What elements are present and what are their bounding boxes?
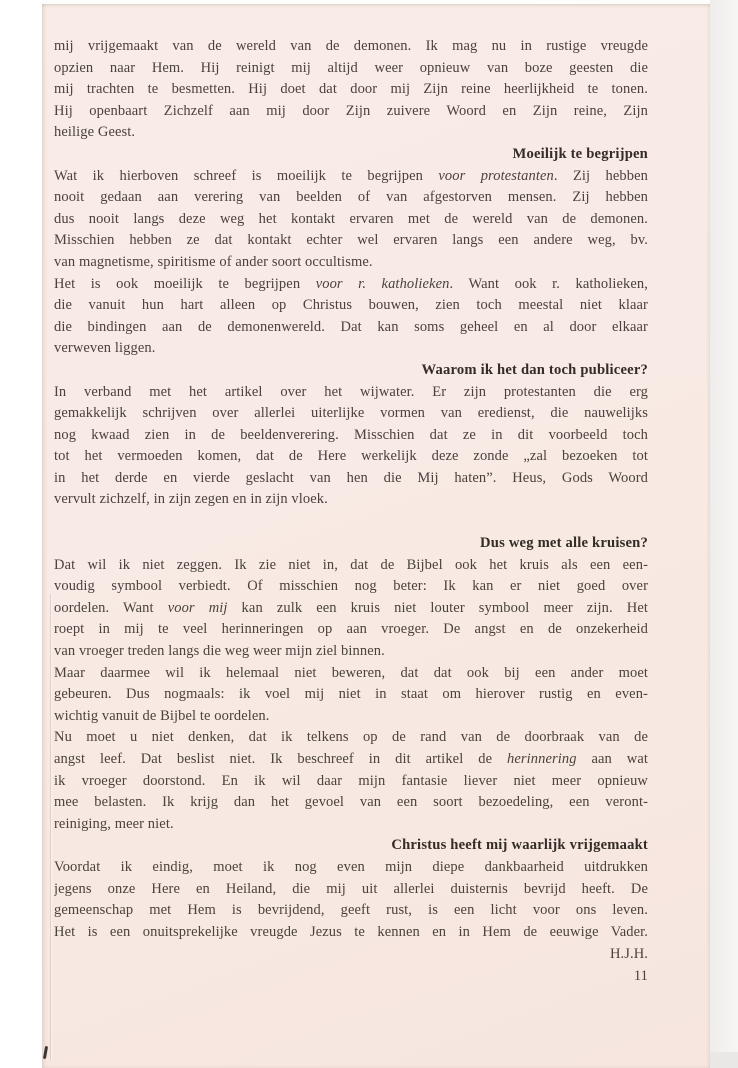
paragraph: [54, 857, 648, 943]
text-line: voudig symbool verbiedt. Of misschien nog beter: Ik kan er niet goed over: [54, 578, 648, 595]
text-line: tot het vermoeden komen, dat de Here werkelijk deze zonde „zal bezoeken tot: [54, 448, 648, 465]
text-line: Dat wil ik niet zeggen. Ik zie niet in, dat de Bijbel ook het kruis als een een-: [54, 556, 648, 573]
text-line: dus nooit langs deze weg het kontakt ervaren met de wereld van de demonen.: [54, 210, 648, 227]
paragraph: [54, 555, 648, 663]
text-line: Nu moet u niet denken, dat ik telkens op de rand van de doorbraak van de: [54, 729, 648, 746]
text-line: in het derde en vierde geslacht van hen die Mij haten”. Heus, Gods Woord: [54, 469, 648, 486]
text-line: Het is een onuitsprekelijke vreugde Jezus te kennen en in Hem de eeuwige Vader.: [54, 923, 648, 940]
text-line: heilige Geest.: [54, 124, 136, 141]
paragraph: [54, 727, 648, 835]
text-line: verweven liggen.: [54, 340, 156, 357]
text-line: ik vroeger doorstond. En ik wil daar mijn fantasie liever niet meer opnieuw: [54, 772, 648, 789]
scan-margin-right: [710, 0, 738, 1068]
text-line: Hij openbaart Zichzelf aan mij door Zijn zuivere Woord en Zijn reine, Zijn: [54, 102, 648, 119]
text-line: jegens onze Here en Heiland, die mij uit allerlei duisternis bevrijd heeft. De: [54, 880, 648, 897]
text-line: In verband met het artikel over het wijwater. Er zijn protestanten die erg: [54, 383, 648, 400]
page-number: 11: [633, 967, 648, 984]
page-content: [42, 4, 710, 988]
section-heading: Waarom ik het dan toch publiceer?: [421, 361, 648, 378]
section-heading: Christus heeft mij waarlijk vrijgemaakt: [391, 837, 648, 854]
text-line: opzien naar Hem. Hij reinigt mij altijd weer opnieuw van boze geesten die: [54, 59, 648, 76]
text-line: die bindingen aan de demonenwereld. Dat kan soms geheel en al door elkaar: [54, 318, 648, 335]
paragraph: [54, 274, 648, 360]
text-line: mee belasten. Ik krijg dan het gevoel van een soort bezoedeling, een veront-: [54, 794, 648, 811]
text-blocks: [54, 36, 648, 943]
text-line: mij trachten te besmetten. Hij doet dat door mij Zijn reine heerlijkheid te tonen.: [54, 81, 648, 98]
text-line: van magnetisme, spiritisme of ander soort occultisme.: [54, 253, 373, 270]
scanned-page: [42, 4, 710, 1068]
text-line: gebeuren. Dus nogmaals: ik voel mij niet in staat om hierover rustig en even-: [54, 686, 648, 703]
text-line: oordelen. Want voor mij kan zulk een kruis niet louter symbool meer zijn. Het: [54, 599, 648, 616]
text-line: wichtig vanuit de Bijbel te oordelen.: [54, 707, 270, 724]
text-line: nog kwaad zien in de beeldenverering. Misschien dat ze in dit voorbeeld toch: [54, 426, 648, 443]
scan-margin-left: [0, 0, 42, 1068]
text-line: reiniging, meer niet.: [54, 815, 174, 832]
text-line: Maar daarmee wil ik helemaal niet beweren, dat dat ook bij een ander moet: [54, 664, 648, 681]
text-line: mij vrijgemaakt van de wereld van de demonen. Ik mag nu in rustige vreugde: [54, 38, 648, 54]
text-line: Wat ik hierboven schreef is moeilijk te begrijpen voor protestanten. Zij hebben: [54, 167, 648, 184]
section-heading: Dus weg met alle kruisen?: [480, 535, 648, 552]
text-line: die vanuit hun hart alleen op Christus bouwen, zien toch meestal niet klaar: [54, 297, 648, 314]
text-line: angst leef. Dat beslist niet. Ik beschreef in dit artikel de herinnering aan wat: [54, 751, 648, 767]
text-line: Voordat ik eindig, moet ik nog even mijn diepe dankbaarheid uitdrukken: [54, 858, 648, 875]
text-line: vervult zichzelf, in zijn zegen en in zijn vloek.: [54, 491, 328, 508]
text-line: roept in mij te veel herinneringen op aan vroeger. De angst en de onzekerheid: [54, 621, 648, 638]
text-line: gemakkelijk schrijven over allerlei uiterlijke vormen van eredienst, die nauwelijks: [54, 405, 648, 422]
text-line: Misschien hebben ze dat kontakt echter wel ervaren langs een andere weg, bv.: [54, 232, 648, 249]
paragraph: [54, 382, 648, 512]
paragraph: [54, 36, 648, 144]
paragraph: [54, 663, 648, 728]
text-line: van vroeger treden langs die weg weer mijn ziel binnen.: [54, 643, 385, 660]
text-line: gemeenschap met Hem is bevrijdend, geeft rust, is een licht voor ons leven.: [54, 902, 648, 919]
paragraph: [54, 166, 648, 274]
section-heading: Moeilijk te begrijpen: [512, 145, 648, 162]
text-line: Het is ook moeilijk te begrijpen voor r. katholieken. Want ook r. katholieken,: [54, 275, 648, 292]
ink-mark: [43, 1046, 48, 1059]
text-line: nooit gedaan aan verering van beelden of van afgestorven mensen. Zij hebben: [54, 189, 648, 206]
author-signature: H.J.H.: [609, 946, 648, 963]
